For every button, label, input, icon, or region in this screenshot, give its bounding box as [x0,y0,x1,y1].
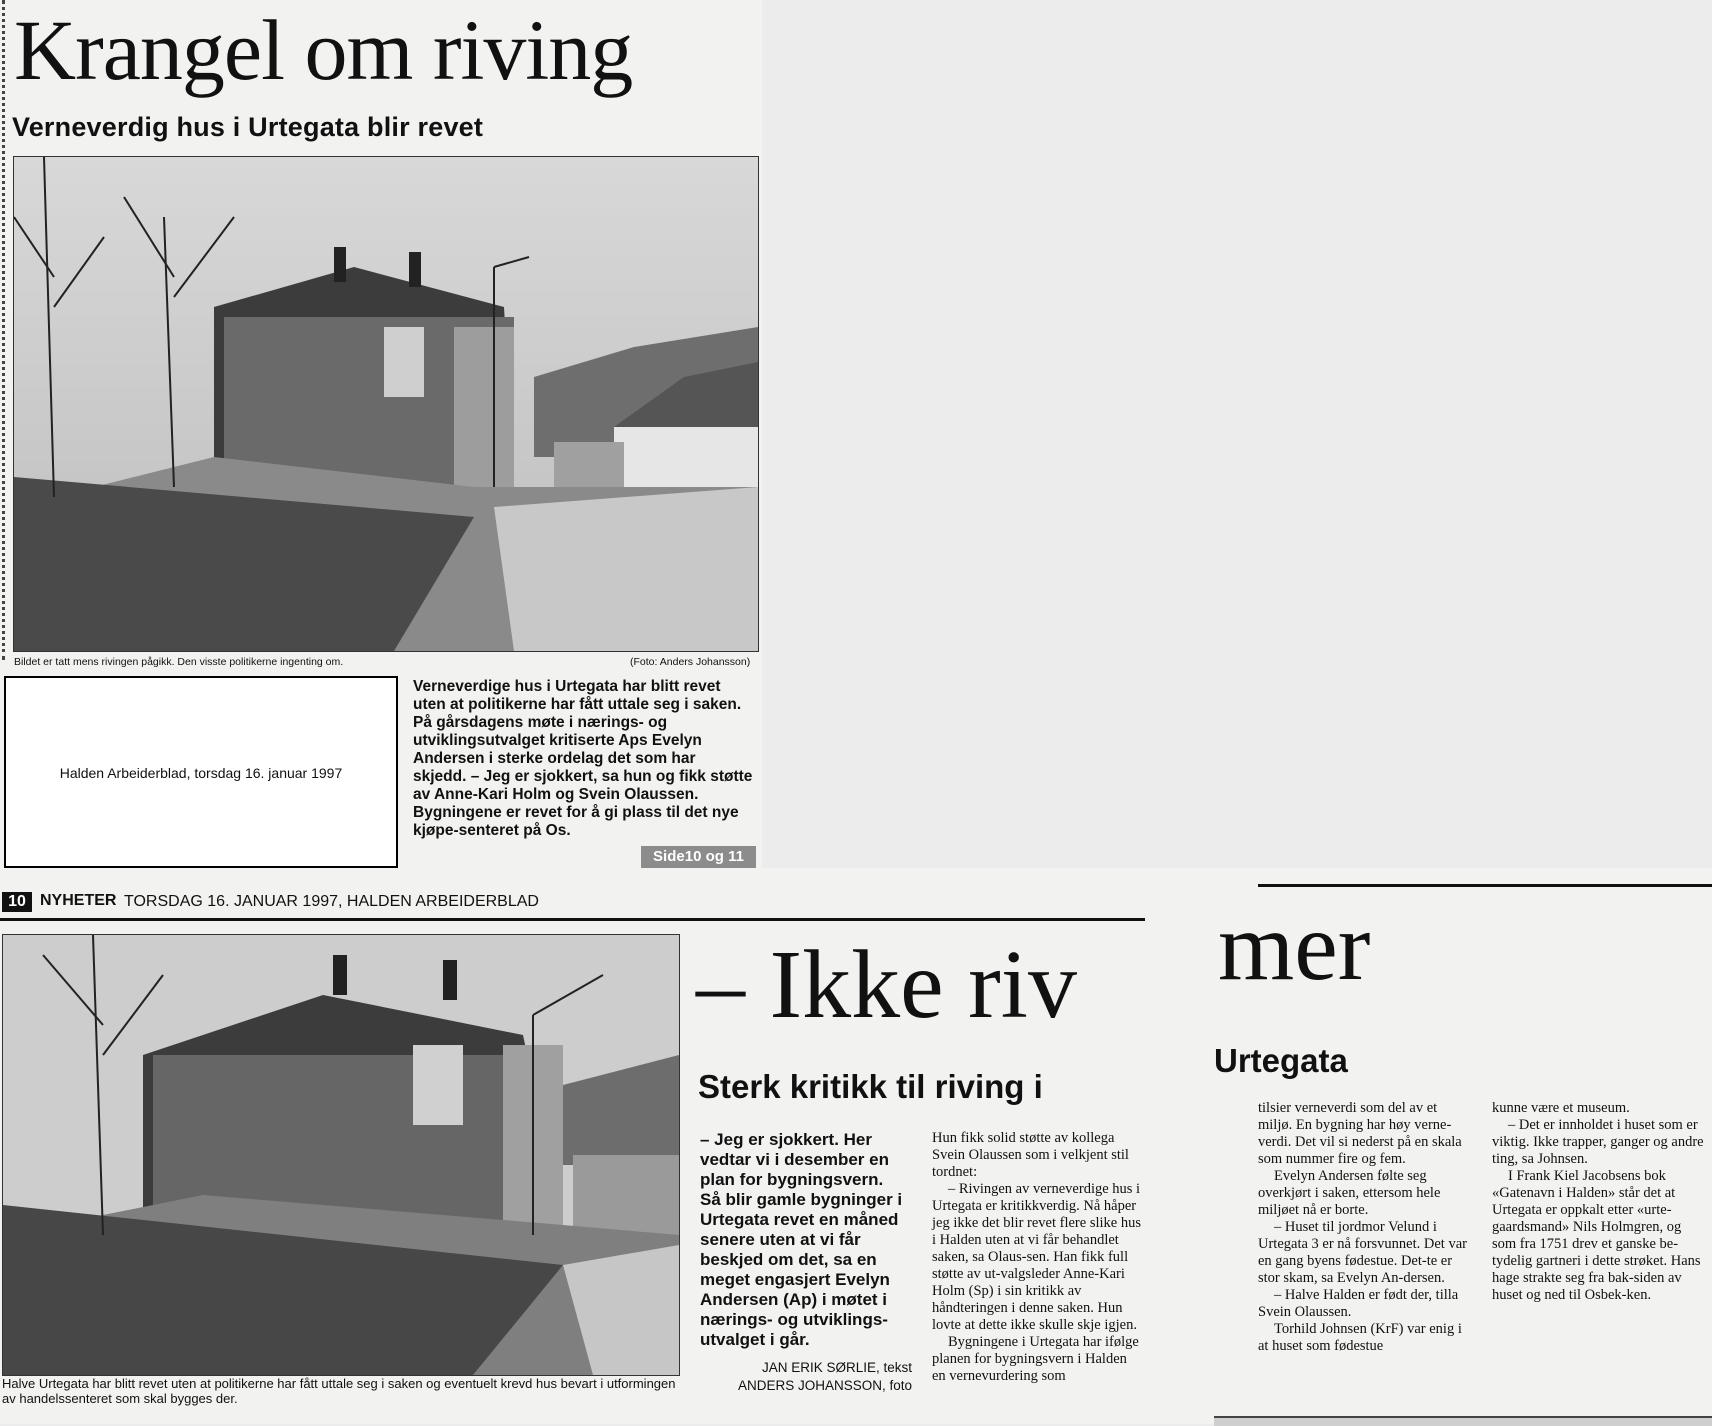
note-text: Halden Arbeiderblad, torsdag 16. januar 1997 [59,765,343,781]
paragraph: Bygningene i Urtegata har ifølge planen for bygningsvern i Halden en vernevurdering som [932,1334,1139,1384]
paragraph: – Rivingen av verneverdige hus i Urtegata er kritikkverdig. Nå håper jeg ikke det blir revet flere slike hus i Halden uten at vi får behandlet saken, sa Olaus-sen. Han fikk full støtte av ut-valgsleder Anne-Kari Holm (Sp) i sin kritikk av håndteringen i denne saken. Hun lovte at dette ikke skulle skje igjen. [932,1181,1141,1333]
paragraph: Evelyn Andersen følte seg overkjørt i saken, ettersom hele miljøet nå er borte. [1258,1168,1441,1218]
paragraph: I Frank Kiel Jacobsens bok «Gatenavn i Halden» står det at Urtegata er oppkalt etter «urte-gaardsmand» Nils Holmgren, og som fra 1751 drev et ganske be-tydelig gartneri i dette strøket. Hans hage strakte seg fra bak-siden av huset og ned til Osbek-ken. [1492,1168,1701,1303]
front-photo [13,156,759,652]
inner-headline-part1: – Ikke riv [696,931,1077,1039]
byline-photo: ANDERS JOHANSSON, foto [737,1378,912,1393]
front-photo-caption: Bildet er tatt mens rivingen pågikk. Den visste politikerne ingenting om. [14,656,344,668]
paragraph: – Halve Halden er født der, tilla Svein Olaussen. [1258,1287,1459,1320]
paragraph: kunne være et museum. [1492,1100,1630,1116]
note-box [4,676,398,868]
inner-headline-part2: mer [1218,893,1371,1001]
inner-photo [2,934,680,1376]
paragraph: tilsier verneverdi som del av et miljø. En bygning har høy verne-verdi. Det vil si nederst på en skala som nummer fire og fem. [1258,1100,1462,1167]
article-column-3 [1258,1100,1470,1355]
inner-subhead-part1: Sterk kritikk til riving i [698,1068,1043,1105]
inner-photo-caption: Halve Urtegata har blitt revet uten at politikerne har fått uttale seg i saken og eventuelt krevd hus bevart i utformingen av handelssenteret som skal bygges der. [2,1376,676,1406]
section-label: NYHETER [40,892,117,909]
rule-right [1258,884,1712,887]
front-clip [0,0,762,868]
paragraph: Torhild Johnsen (KrF) var enig i at huset som fødestue [1258,1321,1462,1354]
page-number: 10 [2,892,32,912]
paragraph: Hun fikk solid støtte av kollega Svein Olaussen som i velkjent stil tordnet: [932,1130,1129,1180]
dateline: TORSDAG 16. JANUAR 1997, HALDEN ARBEIDERBLAD [124,893,539,910]
front-subhead: Verneverdig hus i Urtegata blir revet [12,112,484,142]
front-summary: Verneverdige hus i Urtegata har blitt revet uten at politikerne har fått uttale seg i saken. På gårsdagens møte i nærings- og utviklingsutvalget kritiserte Aps Evelyn Andersen i sterke ordelag det som har skjedd. – Jeg er sjokkert, sa hun og fikk støtte av Anne-Kari Holm og Svein Olaussen. Bygningene er revet for å gi plass til det nye kjøpe-senteret på Os. [413,678,753,839]
front-headline: Krangel om riving [14,2,633,98]
byline-text: JAN ERIK SØRLIE, tekst [761,1360,912,1375]
front-photo-credit: (Foto: Anders Johansson) [630,656,751,668]
article-column-2 [932,1130,1142,1385]
bottom-image-edge [1214,1416,1712,1426]
inner-lead: – Jeg er sjokkert. Her vedtar vi i desember en plan for bygningsvern. Så blir gamle bygninger i Urtegata revet en måned senere uten at vi får beskjed om det, sa en meget engasjert Evelyn Andersen (Ap) i møtet i nærings- og utviklings-utvalget i går. [700,1130,903,1349]
dotted-margin [2,0,5,660]
article-column-4 [1492,1100,1704,1304]
page-reference: Side10 og 11 [641,846,756,868]
inner-clip [0,868,1712,1424]
inner-subhead-part2: Urtegata [1214,1042,1348,1079]
rule-left [0,918,1145,921]
paragraph: – Det er innholdet i huset som er viktig. Ikke trapper, ganger og andre ting, sa Johnsen. [1492,1117,1704,1167]
paragraph: – Huset til jordmor Velund i Urtegata 3 er nå forsvunnet. Det var en gang byens fødestue. Det-te er stor skam, sa Evelyn An-dersen. [1258,1219,1467,1286]
